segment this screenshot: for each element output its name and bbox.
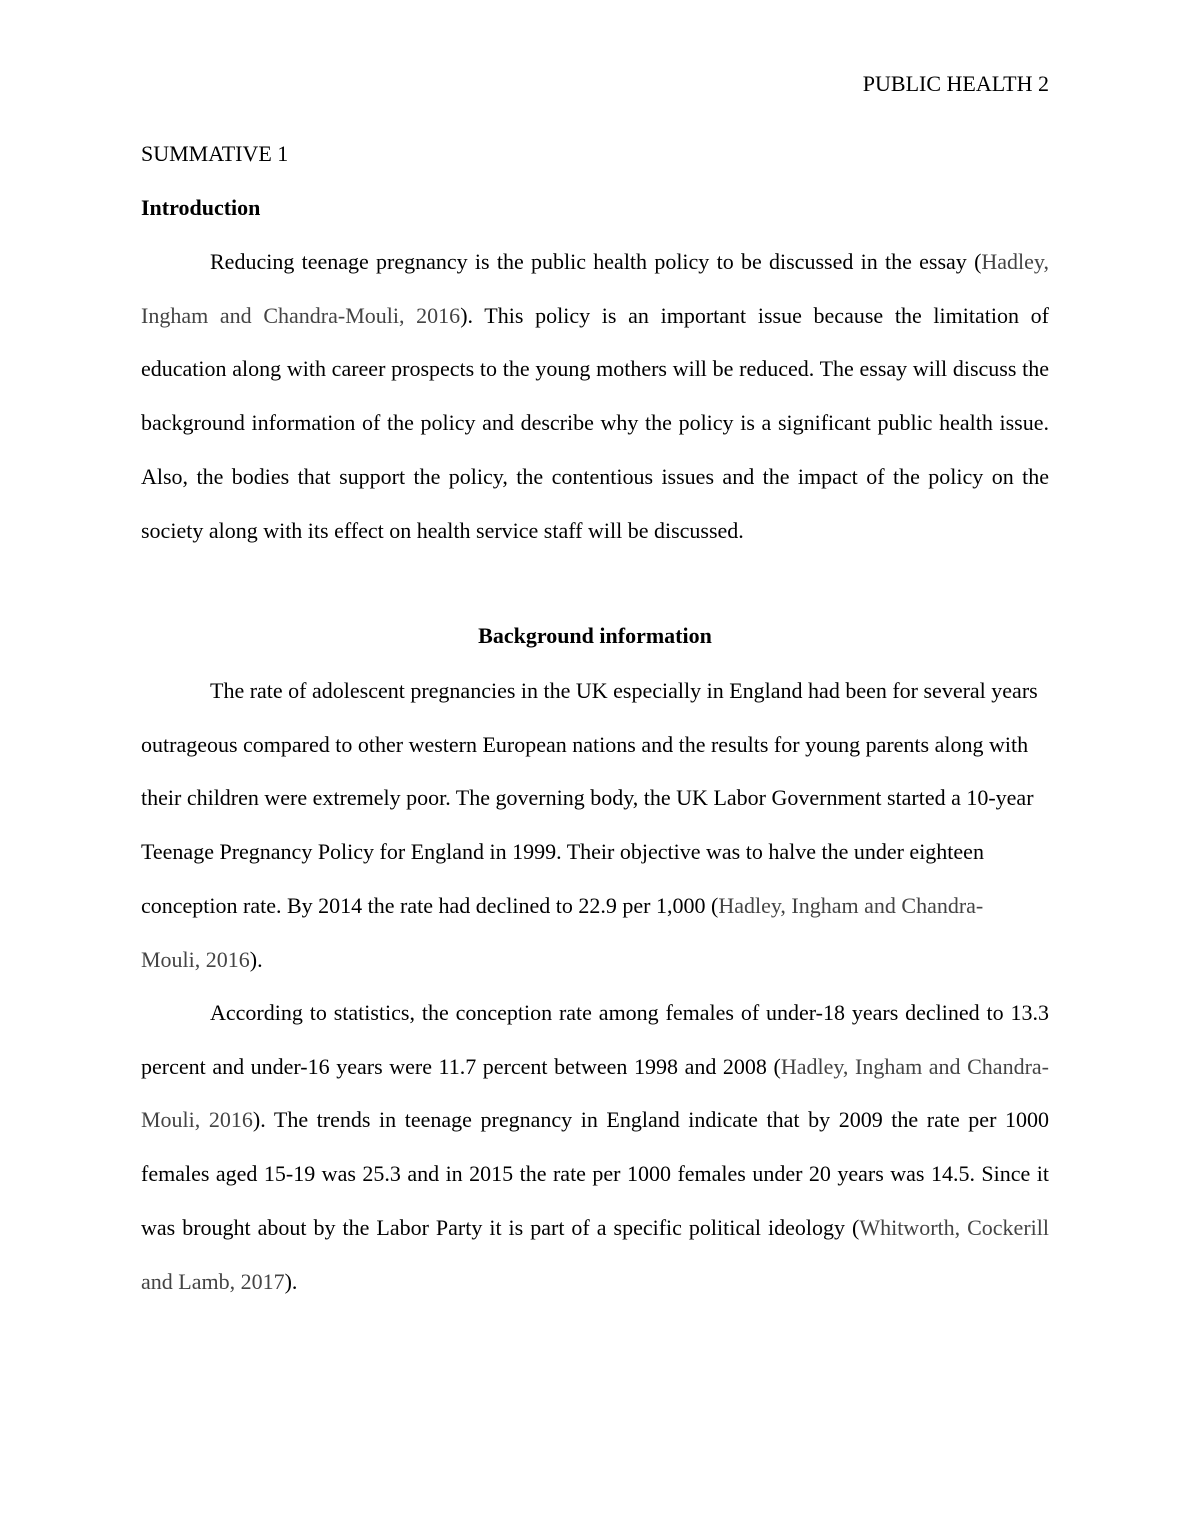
bg2-citation-2: Whitworth, Cockerill and Lamb, 2017 [141,1214,1049,1294]
bg2-text-before-citation: According to statistics, the conception rate among females of under-18 years declined to 13.3 percent and under-16 years were 11.7 percent between 1998 and 2008 ( [141,1000,1049,1079]
bg2-citation-1: Hadley, Ingham and Chandra-Mouli, 2016 [141,1053,1049,1133]
bg2-text-after-citation: ). [284,1268,298,1294]
bg1-text-before-citation: The rate of adolescent pregnancies in the UK especially in England had been for several years outrageous compared to other western European nations and the results for young parents along with their children were extremely poor. The governing body, the UK Labor Government started a 10-year Teenage Pregnancy Policy for England in 1999. Their objective was to halve the under eighteen conception rate. By 2014 the rate had declined to 22.9 per 1,000 ( [141,678,1038,918]
background-paragraph-1 [141,664,1041,986]
background-paragraph-2 [141,986,1049,1308]
intro-citation: Hadley, Ingham and Chandra-Mouli, 2016 [141,249,1049,328]
intro-text-after-citation: ). This policy is an important issue because the limitation of education along with career prospects to the young mothers will be reduced. The essay will discuss the background information of the policy and describe why the policy is a significant public health issue. Also, the bodies that support the policy, the contentious issues and the impact of the policy on the society along with its effect on health service staff will be discussed. [141,302,1049,543]
intro-text-before-citation: Reducing teenage pregnancy is the public health policy to be discussed in the essay ( [210,249,982,274]
summative-label: SUMMATIVE 1 [141,141,289,166]
introduction-heading: Introduction [141,195,261,220]
running-head: PUBLIC HEALTH 2 [862,71,1049,96]
bg1-text-after-citation: ). [249,946,263,972]
bg1-citation: Hadley, Ingham and Chandra-Mouli, 2016 [141,892,984,972]
background-heading: Background information [478,623,712,648]
introduction-paragraph [141,235,1049,557]
bg2-text-middle: ). The trends in teenage pregnancy in England indicate that by 2009 the rate per 1000 females aged 15-19 was 25.3 and in 2015 the rate per 1000 females under 20 years was 14.5. Since it was brought about by the Labor Party it is part of a specific political ideology ( [141,1107,1049,1240]
